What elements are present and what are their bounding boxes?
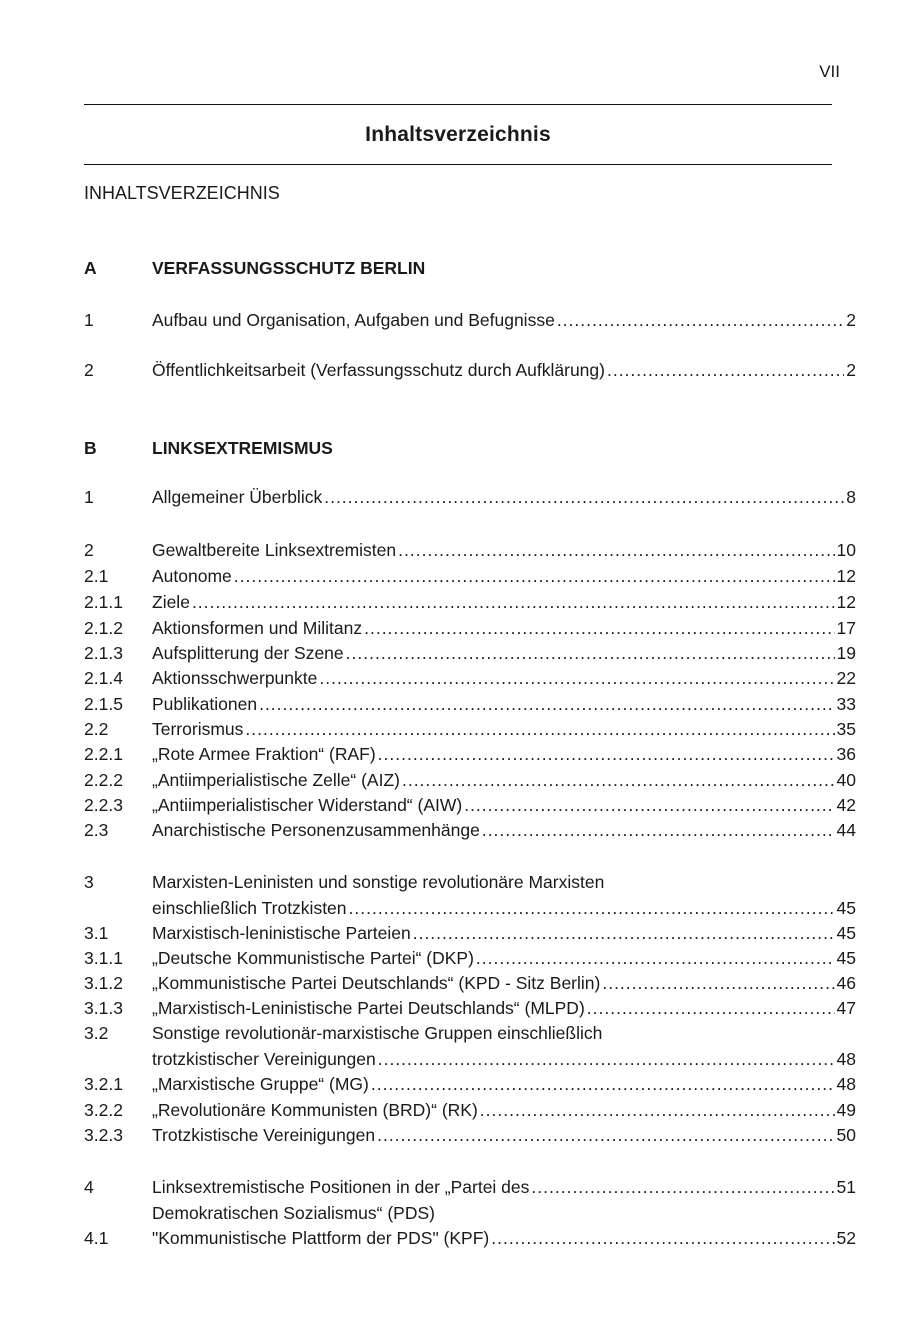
leader-dots	[531, 1175, 834, 1199]
entry-title: Trotzkistische Vereinigungen	[152, 1125, 376, 1145]
page-number: VII	[819, 62, 840, 81]
entry-number: 3.2.3	[84, 1125, 123, 1145]
entry-page: 33	[836, 694, 856, 714]
leader-dots	[378, 1047, 835, 1071]
entry-page: 45	[836, 898, 856, 918]
entry-title: „Marxistische Gruppe“ (MG)	[152, 1074, 369, 1094]
entry-number: 3	[84, 872, 94, 892]
entry-page: 8	[846, 487, 856, 507]
entry-page: 46	[836, 973, 856, 993]
entry-number: 2.2.3	[84, 795, 123, 815]
entry-page: 42	[836, 795, 856, 815]
leader-dots	[602, 971, 834, 995]
entry-title-line-2: trotzkistischer Vereinigungen	[152, 1049, 376, 1069]
entry-number: 2.3	[84, 820, 109, 840]
entry-number: 2.1.2	[84, 618, 123, 638]
entry-title: „Revolutionäre Kommunisten (BRD)“ (RK)	[152, 1100, 478, 1120]
toc-entry[interactable]	[84, 1175, 856, 1227]
entry-page: 12	[836, 592, 856, 612]
entry-page: 36	[836, 744, 856, 764]
entry-title-line-1: Marxisten-Leninisten und sonstige revolutionäre Marxisten	[152, 872, 605, 892]
entry-number: 3.2.1	[84, 1074, 123, 1094]
leader-dots	[349, 896, 835, 920]
leader-dots	[364, 616, 834, 640]
leader-dots	[491, 1226, 834, 1250]
section-title: VERFASSUNGSSCHUTZ BERLIN	[152, 258, 426, 278]
entry-title: Marxistisch-leninistische Parteien	[152, 923, 411, 943]
entry-number: 2.1.4	[84, 668, 123, 688]
entry-page: 22	[836, 668, 856, 688]
entry-title: "Kommunistische Plattform der PDS" (KPF)	[152, 1228, 490, 1248]
leader-dots	[192, 590, 835, 614]
entry-page: 12	[836, 566, 856, 586]
leader-dots	[378, 742, 835, 766]
entry-page: 44	[836, 820, 856, 840]
entry-number: 4.1	[84, 1228, 109, 1248]
leader-dots	[557, 308, 844, 332]
entry-title: Publikationen	[152, 694, 258, 714]
entry-page: 52	[836, 1228, 856, 1248]
entry-title-line-2: Demokratischen Sozialismus“ (PDS)	[152, 1203, 435, 1223]
entry-number: 3.1.2	[84, 973, 123, 993]
entry-number: 1	[84, 310, 94, 330]
entry-number: 2	[84, 540, 94, 560]
entry-page: 45	[836, 923, 856, 943]
entry-page: 19	[836, 643, 856, 663]
entry-title-line-2: einschließlich Trotzkisten	[152, 898, 347, 918]
entry-page: 35	[836, 719, 856, 739]
leader-dots	[377, 1123, 834, 1147]
entry-title: Öffentlichkeitsarbeit (Verfassungsschutz durch Aufklärung)	[152, 360, 605, 380]
entry-page: 40	[836, 770, 856, 790]
header-bottom-rule	[84, 164, 832, 165]
leader-dots	[324, 485, 844, 509]
entry-title: Aufsplitterung der Szene	[152, 643, 344, 663]
leader-dots	[476, 946, 835, 970]
entry-page: 51	[836, 1177, 856, 1197]
entry-number: 2.1.3	[84, 643, 123, 663]
entry-number: 3.2	[84, 1023, 109, 1043]
entry-number: 2.1.5	[84, 694, 123, 714]
entry-title: Aktionsformen und Militanz	[152, 618, 363, 638]
entry-title: „Antiimperialistische Zelle“ (AIZ)	[152, 770, 400, 790]
entry-title: Allgemeiner Überblick	[152, 487, 323, 507]
toc-heading: INHALTSVERZEICHNIS	[84, 183, 280, 203]
leader-dots	[371, 1072, 835, 1096]
leader-dots	[480, 1098, 835, 1122]
entry-title: Aufbau und Organisation, Aufgaben und Befugnisse	[152, 310, 555, 330]
section-letter: A	[84, 258, 97, 278]
entry-page: 2	[846, 310, 856, 330]
entry-title: Ziele	[152, 592, 190, 612]
leader-dots	[464, 793, 834, 817]
leader-dots	[346, 641, 835, 665]
entry-number: 3.1	[84, 923, 109, 943]
entry-title: „Antiimperialistischer Widerstand“ (AIW)	[152, 795, 463, 815]
leader-dots	[259, 692, 834, 716]
entry-page: 2	[846, 360, 856, 380]
section-letter: B	[84, 438, 97, 458]
header-top-rule	[84, 104, 832, 105]
entry-number: 2.2.1	[84, 744, 123, 764]
entry-page: 10	[836, 540, 856, 560]
leader-dots	[482, 818, 835, 842]
entry-title: Anarchistische Personenzusammenhänge	[152, 820, 480, 840]
entry-number: 3.1.3	[84, 998, 123, 1018]
leader-dots	[587, 996, 835, 1020]
entry-page: 48	[836, 1074, 856, 1094]
entry-page: 47	[836, 998, 856, 1018]
entry-number: 2	[84, 360, 94, 380]
entry-page: 50	[836, 1125, 856, 1145]
section-title: LINKSEXTREMISMUS	[152, 438, 333, 458]
entry-title: Terrorismus	[152, 719, 244, 739]
leader-dots	[234, 564, 835, 588]
entry-title: Autonome	[152, 566, 232, 586]
leader-dots	[319, 666, 834, 690]
entry-number: 3.2.2	[84, 1100, 123, 1120]
entry-page: 49	[836, 1100, 856, 1120]
toc-entry[interactable]	[84, 1021, 856, 1073]
leader-dots	[413, 921, 835, 945]
entry-title: „Kommunistische Partei Deutschlands“ (KPD - Sitz Berlin)	[152, 973, 601, 993]
entry-number: 3.1.1	[84, 948, 123, 968]
leader-dots	[607, 358, 844, 382]
leader-dots	[398, 538, 834, 562]
toc-entry[interactable]	[84, 870, 856, 922]
entry-title: „Rote Armee Fraktion“ (RAF)	[152, 744, 376, 764]
header-title: Inhaltsverzeichnis	[365, 123, 551, 146]
leader-dots	[245, 717, 834, 741]
leader-dots	[402, 768, 835, 792]
entry-title-line-1: Linksextremistische Positionen in der „Partei des	[152, 1177, 530, 1197]
entry-number: 2.1	[84, 566, 109, 586]
entry-title: „Deutsche Kommunistische Partei“ (DKP)	[152, 948, 474, 968]
entry-title-line-1: Sonstige revolutionär-marxistische Gruppen einschließlich	[152, 1023, 603, 1043]
entry-page: 17	[836, 618, 856, 638]
entry-title: „Marxistisch-Leninistische Partei Deutschlands“ (MLPD)	[152, 998, 585, 1018]
entry-number: 1	[84, 487, 94, 507]
entry-number: 4	[84, 1177, 94, 1197]
entry-title: Aktionsschwerpunkte	[152, 668, 318, 688]
entry-number: 2.1.1	[84, 592, 123, 612]
entry-number: 2.2.2	[84, 770, 123, 790]
entry-page: 48	[836, 1049, 856, 1069]
entry-number: 2.2	[84, 719, 109, 739]
entry-page: 45	[836, 948, 856, 968]
entry-title: Gewaltbereite Linksextremisten	[152, 540, 397, 560]
